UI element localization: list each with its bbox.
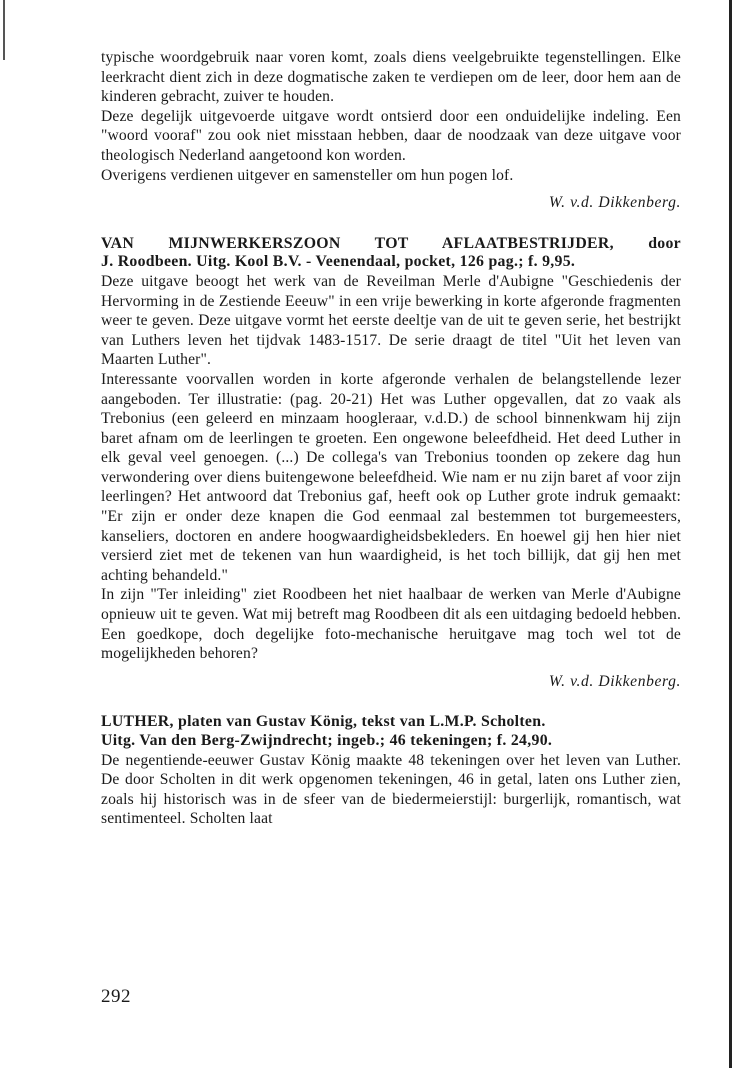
page-number: 292: [101, 986, 131, 1007]
review-1-paragraph: Overigens verdienen uitgever en samensteller om hun pogen lof.: [101, 166, 514, 184]
review-3-heading-publication: Uitg. Van den Berg-Zwijndrecht; ingeb.; 46 tekeningen; f. 24,90.: [101, 732, 553, 749]
scan-edge-right: [729, 0, 732, 1068]
page-body: [101, 48, 681, 829]
review-2-signature: W. v.d. Dikkenberg.: [548, 672, 681, 690]
review-2-paragraph: In zijn "Ter inleiding" ziet Roodbeen het niet haalbaar de werken van Merle d'Aubigne opnieuw uit te geven. Wat mij betreft mag Roodbeen dit als een uitdaging bedoeld hebben. Een goedkope, doch degelijke foto-mechanische heruitgave mag toch wel tot de mogelijkheden behoren?: [101, 586, 681, 663]
review-3-paragraph: De negentiende-eeuwer Gustav König maakte 48 tekeningen over het leven van Luther. De door Scholten in dit werk opgenomen tekeningen, 46 in getal, laten ons Luther zien, zoals hij historisch was in de sfeer van de biedermeierstijl: burgerlijk, romantisch, wat sentimenteel. Scholten laat: [101, 751, 681, 828]
review-1: [101, 48, 681, 213]
review-1-paragraph: Deze degelijk uitgevoerde uitgave wordt ontsierd door een onduidelijke indeling. Een "woord vooraf" zou ook niet misstaan hebben, daar de noodzaak van deze uitgave voor theologisch Nederland aangetoond kon worden.: [101, 107, 681, 164]
review-2: [101, 235, 681, 692]
review-2-heading-publication: J. Roodbeen. Uitg. Kool B.V. - Veenendaal, pocket, 126 pag.; f. 9,95.: [101, 253, 576, 271]
review-2-paragraph: Deze uitgave beoogt het werk van de Reveilman Merle d'Aubigne "Geschiedenis der Hervorming in de Zestiende Eeeuw" in een vrije bewerking in korte afgeronde fragmenten weer te geven. Deze uitgave vormt het eerste deeltje van de uit te geven serie, het bestrijkt van Luthers leven het tijdvak 1483-1517. De serie draagt de titel "Uit het leven van Maarten Luther".: [101, 272, 681, 369]
review-2-heading: [101, 235, 681, 272]
scan-edge-left: [3, 0, 5, 60]
review-2-heading-title: VAN MIJNWERKERSZOON TOT AFLAATBESTRIJDER, door: [101, 234, 681, 252]
review-2-paragraph: Interessante voorvallen worden in korte afgeronde verhalen de belangstellende lezer aangeboden. Ter illustratie: (pag. 20-21) Het was Luther opgevallen, dat zo vaak als Trebonius (een geleerd en minzaam hoogleraar, v.d.D.) de school binnenkwam hij zijn baret afnam om de leerlingen te groeten. Een ongewone beleefdheid. Het deed Luther in elk geval veel genoegen. (...) De collega's van Trebonius toonden op zekere dag hun verwondering over diens buitengewone beleefdheid. Wie nam er nu zijn baret af voor zijn leerlingen? Het antwoord dat Trebonius gaf, heeft ook op Luther grote indruk gemaakt: "Er zijn er onder deze knapen die God eenmaal zal bestemmen tot burgemeesters, kanseliers, doctoren en andere hoogwaardigheidsbekleders. En hoewel gij hen hier niet versierd ziet met de tekenen van hun waardigheid, is het toch billijk, dat gij hen met achting behandeld.": [101, 370, 681, 584]
review-3-heading: [101, 713, 681, 750]
review-1-paragraph: typische woordgebruik naar voren komt, zoals diens veelgebruikte tegenstellingen. Elke leerkracht dient zich in deze dogmatische zaken te verdiepen om de leer, door hem aan de kinderen gebracht, zuiver te houden.: [101, 49, 681, 106]
review-3-heading-title: LUTHER, platen van Gustav König, tekst van L.M.P. Scholten.: [101, 713, 546, 731]
review-3: [101, 713, 681, 829]
review-1-signature: W. v.d. Dikkenberg.: [548, 194, 681, 212]
